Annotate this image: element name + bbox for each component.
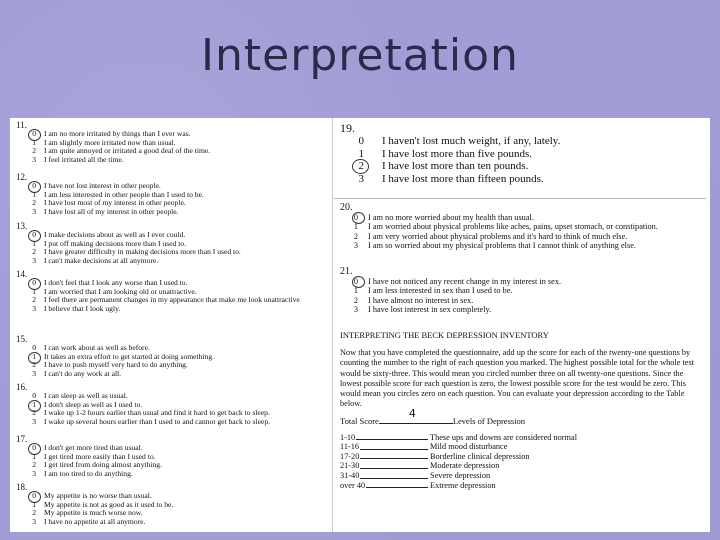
question-block bbox=[14, 269, 332, 313]
level-description: Extreme depression bbox=[430, 480, 496, 490]
option-number-text: 2 bbox=[32, 508, 36, 518]
question-number: 16. bbox=[16, 382, 28, 392]
option-number-text: 3 bbox=[32, 303, 36, 313]
option-text: I make decisions about as well as I ever could. bbox=[44, 230, 186, 239]
option-text: I can't make decisions at all anymore. bbox=[44, 255, 159, 265]
option-text: I am quite annoyed or irritated a good deal of the time. bbox=[44, 146, 211, 156]
option-text: I can work about as well as before. bbox=[44, 343, 150, 352]
option-text: I am slightly more irritated now than usual. bbox=[44, 137, 176, 147]
interpretation-body: Now that you have completed the questionnaire, add up the score for each of the twenty-one questions by counting the number to the right of each question you marked. The highest possible total for the whole test would be sixty-three. This would mean you circled number three on all twenty-one questions. Since the lowest possible score for each question is zero, the lowest possible score for the test would be zero. This would mean you circles zero on each question. You can evaluate your depression according to the Table below. bbox=[340, 348, 694, 409]
option-number-text: 2 bbox=[358, 160, 364, 172]
level-range: 31-40 bbox=[340, 471, 360, 480]
option-number-text: 3 bbox=[358, 172, 364, 185]
option-number bbox=[14, 182, 44, 191]
option-text: I don't feel that I look any worse than I used to. bbox=[44, 278, 188, 287]
option-text: I have lost more than ten pounds. bbox=[382, 160, 529, 172]
option-number bbox=[14, 199, 44, 208]
option-text: I wake up several hours earlier than I used to and cannot get back to sleep. bbox=[44, 416, 271, 426]
option-number bbox=[14, 392, 44, 401]
question-block bbox=[14, 120, 332, 164]
option-number bbox=[14, 279, 44, 288]
option-text: I have lost more than fifteen pounds. bbox=[382, 172, 544, 185]
questions-left-column bbox=[14, 120, 332, 530]
option-text: My appetite is not as good as it used to be. bbox=[44, 499, 174, 509]
option-number bbox=[14, 296, 44, 305]
option-number-text: 0 bbox=[32, 443, 36, 452]
level-description: Borderline clinical depression bbox=[430, 451, 530, 461]
option-number-text: 1 bbox=[32, 451, 36, 461]
option-number-text: 0 bbox=[32, 343, 36, 352]
answer-option bbox=[334, 135, 706, 148]
option-text: I am so worried about my physical problems that I cannot think of anything else. bbox=[368, 241, 636, 251]
section-divider bbox=[334, 198, 706, 199]
option-number-text: 0 bbox=[353, 277, 358, 286]
level-row bbox=[340, 452, 702, 462]
question-block bbox=[14, 434, 332, 478]
question-block bbox=[14, 382, 332, 426]
option-number bbox=[334, 173, 382, 186]
option-number bbox=[14, 147, 44, 156]
option-number bbox=[14, 257, 44, 266]
option-text: I am less interested in other people than I used to be. bbox=[44, 189, 204, 199]
option-number bbox=[14, 444, 44, 453]
option-number bbox=[14, 305, 44, 314]
option-number bbox=[14, 240, 44, 249]
option-text: I am no more worried about my health than usual. bbox=[368, 213, 534, 222]
answer-option bbox=[14, 418, 332, 427]
level-row bbox=[340, 471, 702, 481]
question-20 bbox=[334, 202, 706, 251]
option-text: I feel there are permanent changes in my appearance that make me look unattractive bbox=[44, 295, 300, 305]
option-number bbox=[14, 453, 44, 462]
answer-option bbox=[14, 518, 332, 527]
level-range: over 40 bbox=[340, 480, 366, 490]
option-text: I am worried about physical problems like aches, pains, upset stomach, or constipation. bbox=[368, 222, 658, 232]
option-number-text: 2 bbox=[32, 408, 36, 418]
question-number: 15. bbox=[16, 334, 28, 344]
option-text: I have not lost interest in other people. bbox=[44, 181, 161, 190]
option-number bbox=[14, 501, 44, 510]
option-number-text: 3 bbox=[353, 241, 358, 251]
option-text: I haven't lost much weight, if any, lately. bbox=[382, 135, 561, 147]
option-number-text: 3 bbox=[32, 416, 36, 426]
answer-option bbox=[334, 160, 706, 173]
answer-option bbox=[334, 296, 706, 305]
answer-option bbox=[334, 173, 706, 186]
option-text: I have lost more than five pounds. bbox=[382, 147, 532, 160]
option-number-text: 2 bbox=[32, 460, 36, 470]
option-number-text: 2 bbox=[32, 198, 36, 208]
option-text: I feel irritated all the time. bbox=[44, 154, 124, 164]
levels-table bbox=[340, 433, 702, 491]
questionnaire-scan bbox=[10, 118, 710, 532]
level-description: Mild mood disturbance bbox=[430, 442, 508, 452]
option-number-text: 1 bbox=[32, 351, 36, 361]
question-block bbox=[14, 221, 332, 265]
level-row bbox=[340, 461, 702, 471]
option-number-text: 2 bbox=[353, 231, 358, 241]
option-number-text: 1 bbox=[32, 238, 36, 248]
level-underline bbox=[360, 452, 428, 460]
option-number bbox=[14, 139, 44, 148]
option-number bbox=[14, 401, 44, 410]
option-number bbox=[14, 208, 44, 217]
level-underline bbox=[356, 433, 428, 441]
option-text: I wake up 1-2 hours earlier than usual and find it hard to get back to sleep. bbox=[44, 408, 270, 418]
level-description: These ups and downs are considered normal bbox=[430, 432, 577, 442]
option-text: I can sleep as well as usual. bbox=[44, 391, 128, 400]
answer-option bbox=[334, 286, 706, 295]
answer-option bbox=[334, 222, 706, 231]
level-range-cell bbox=[340, 481, 430, 491]
question-number: 17. bbox=[16, 434, 28, 444]
option-text: I have almost no interest in sex. bbox=[368, 295, 474, 305]
option-number bbox=[14, 370, 44, 379]
question-block bbox=[14, 334, 332, 378]
option-number-text: 2 bbox=[32, 247, 36, 257]
option-text: I believe that I look ugly. bbox=[44, 303, 121, 313]
levels-label: Levels of Depression bbox=[452, 416, 526, 427]
level-range: 17-20 bbox=[340, 451, 360, 461]
option-text: My appetite is no worse than usual. bbox=[44, 491, 152, 500]
answer-option bbox=[14, 156, 332, 165]
option-number bbox=[14, 461, 44, 470]
option-number-text: 3 bbox=[32, 368, 36, 378]
level-range: 21-30 bbox=[340, 461, 360, 471]
option-text: I am less interested in sex than I used to be. bbox=[368, 286, 513, 296]
level-description: Severe depression bbox=[430, 471, 491, 480]
option-text: My appetite is much worse now. bbox=[44, 508, 143, 518]
option-number bbox=[334, 222, 368, 231]
option-number-text: 3 bbox=[32, 154, 36, 164]
option-number bbox=[14, 470, 44, 479]
level-row bbox=[340, 442, 702, 452]
option-number bbox=[14, 248, 44, 257]
level-range-cell bbox=[340, 471, 430, 481]
option-number bbox=[14, 156, 44, 165]
option-number-text: 2 bbox=[32, 295, 36, 305]
level-range-cell bbox=[340, 433, 430, 443]
option-number-text: 0 bbox=[32, 391, 36, 400]
option-text: I have greater difficulty in making decisions more than I used to. bbox=[44, 247, 241, 257]
answer-option bbox=[334, 213, 706, 222]
level-underline bbox=[360, 442, 428, 450]
answer-option bbox=[334, 305, 706, 314]
question-block bbox=[14, 172, 332, 216]
option-text: I get tired from doing almost anything. bbox=[44, 460, 162, 470]
option-number-text: 3 bbox=[32, 516, 36, 526]
interpretation-heading: INTERPRETING THE BECK DEPRESSION INVENTORY bbox=[340, 330, 549, 340]
level-range: 11-16 bbox=[340, 442, 360, 452]
level-range: 1-10 bbox=[340, 432, 356, 442]
option-text: I can't do any work at all. bbox=[44, 368, 122, 378]
option-number-text: 0 bbox=[32, 491, 36, 500]
total-score-row bbox=[340, 407, 702, 427]
option-text: I am worried that I am looking old or unattractive. bbox=[44, 286, 197, 296]
answer-option bbox=[14, 470, 332, 479]
option-text: I get tired more easily than I used to. bbox=[44, 451, 156, 461]
level-range-cell bbox=[340, 442, 430, 452]
option-number bbox=[14, 191, 44, 200]
answer-option bbox=[334, 232, 706, 241]
option-text: I have lost all of my interest in other people. bbox=[44, 206, 179, 216]
answer-option bbox=[14, 370, 332, 379]
level-row bbox=[340, 433, 702, 443]
total-score-value: 4 bbox=[408, 407, 416, 421]
question-number: 12. bbox=[16, 172, 28, 182]
option-number bbox=[14, 353, 44, 362]
option-number-text: 1 bbox=[32, 189, 36, 199]
question-21 bbox=[334, 266, 706, 315]
option-text: It takes an extra effort to get started at doing something. bbox=[44, 351, 215, 361]
level-description: Moderate depression bbox=[430, 461, 500, 471]
option-number bbox=[334, 296, 368, 305]
option-number-text: 0 bbox=[32, 230, 36, 239]
option-number bbox=[334, 286, 368, 295]
option-text: I am very worried about physical problems and it's hard to think of much else. bbox=[368, 231, 628, 241]
option-number bbox=[334, 160, 382, 173]
option-number bbox=[14, 231, 44, 240]
option-text: I have not noticed any recent change in my interest in sex. bbox=[368, 277, 562, 286]
option-text: I have no appetite at all anymore. bbox=[44, 516, 146, 526]
question-block bbox=[14, 482, 332, 526]
option-number-text: 2 bbox=[32, 146, 36, 156]
option-text: I am no more irritated by things than I ever was. bbox=[44, 129, 191, 138]
option-number bbox=[334, 232, 368, 241]
question-number: 19. bbox=[340, 121, 355, 135]
question-number: 21. bbox=[340, 266, 353, 277]
option-number-text: 1 bbox=[32, 137, 36, 147]
option-number bbox=[14, 418, 44, 427]
answer-option bbox=[334, 148, 706, 161]
answer-option bbox=[14, 208, 332, 217]
level-range-cell bbox=[340, 461, 430, 471]
option-number bbox=[334, 277, 368, 286]
slide-title: Interpretation bbox=[201, 30, 519, 81]
option-number bbox=[14, 492, 44, 501]
option-number bbox=[334, 305, 368, 314]
option-text: I put off making decisions more than I used to. bbox=[44, 238, 187, 248]
option-number bbox=[14, 130, 44, 139]
option-number bbox=[14, 288, 44, 297]
option-number-text: 1 bbox=[32, 499, 36, 509]
question-number: 11. bbox=[16, 120, 27, 130]
option-number-text: 3 bbox=[32, 468, 36, 478]
option-text: I don't get more tired than usual. bbox=[44, 443, 143, 452]
option-number-text: 1 bbox=[358, 147, 364, 160]
option-text: I have lost most of my interest in other people. bbox=[44, 198, 186, 208]
option-number bbox=[334, 213, 368, 222]
level-range-cell bbox=[340, 452, 430, 462]
answer-option bbox=[14, 305, 332, 314]
total-score-label: Total Score bbox=[340, 416, 379, 427]
option-number-text: 0 bbox=[32, 278, 36, 287]
column-divider bbox=[332, 118, 333, 532]
option-number bbox=[14, 518, 44, 527]
total-score-line bbox=[379, 407, 453, 424]
option-number-text: 0 bbox=[358, 135, 364, 147]
option-number bbox=[14, 361, 44, 370]
option-number-text: 0 bbox=[32, 129, 36, 138]
answer-option bbox=[334, 241, 706, 250]
option-text: I don't sleep as well as I used to. bbox=[44, 399, 143, 409]
answer-option bbox=[334, 277, 706, 286]
option-number bbox=[334, 135, 382, 148]
option-text: I have lost interest in sex completely. bbox=[368, 305, 492, 315]
option-text: I have to push myself very hard to do anything. bbox=[44, 360, 188, 370]
level-underline bbox=[360, 471, 428, 479]
question-number: 13. bbox=[16, 221, 28, 231]
question-19 bbox=[334, 122, 706, 185]
option-number-text: 3 bbox=[32, 255, 36, 265]
question-number: 20. bbox=[340, 202, 353, 213]
level-underline bbox=[360, 461, 428, 469]
option-number bbox=[14, 409, 44, 418]
option-number-text: 1 bbox=[32, 286, 36, 296]
interpretation-section bbox=[340, 330, 702, 490]
level-row bbox=[340, 481, 702, 491]
questions-right-column bbox=[334, 120, 706, 530]
option-number-text: 0 bbox=[32, 181, 36, 190]
option-number bbox=[14, 344, 44, 353]
answer-option bbox=[14, 257, 332, 266]
option-number bbox=[14, 509, 44, 518]
option-number-text: 3 bbox=[32, 206, 36, 216]
option-number-text: 0 bbox=[353, 213, 358, 222]
option-number-text: 2 bbox=[353, 295, 358, 305]
question-number: 14. bbox=[16, 269, 28, 279]
option-number-text: 1 bbox=[353, 286, 358, 296]
question-number: 18. bbox=[16, 482, 28, 492]
option-number bbox=[334, 241, 368, 250]
option-text: I am too tired to do anything. bbox=[44, 468, 133, 478]
option-number-text: 3 bbox=[353, 305, 358, 315]
option-number-text: 1 bbox=[32, 399, 36, 409]
option-number-text: 2 bbox=[32, 360, 36, 370]
level-underline bbox=[366, 481, 428, 489]
option-number-text: 1 bbox=[353, 222, 358, 232]
